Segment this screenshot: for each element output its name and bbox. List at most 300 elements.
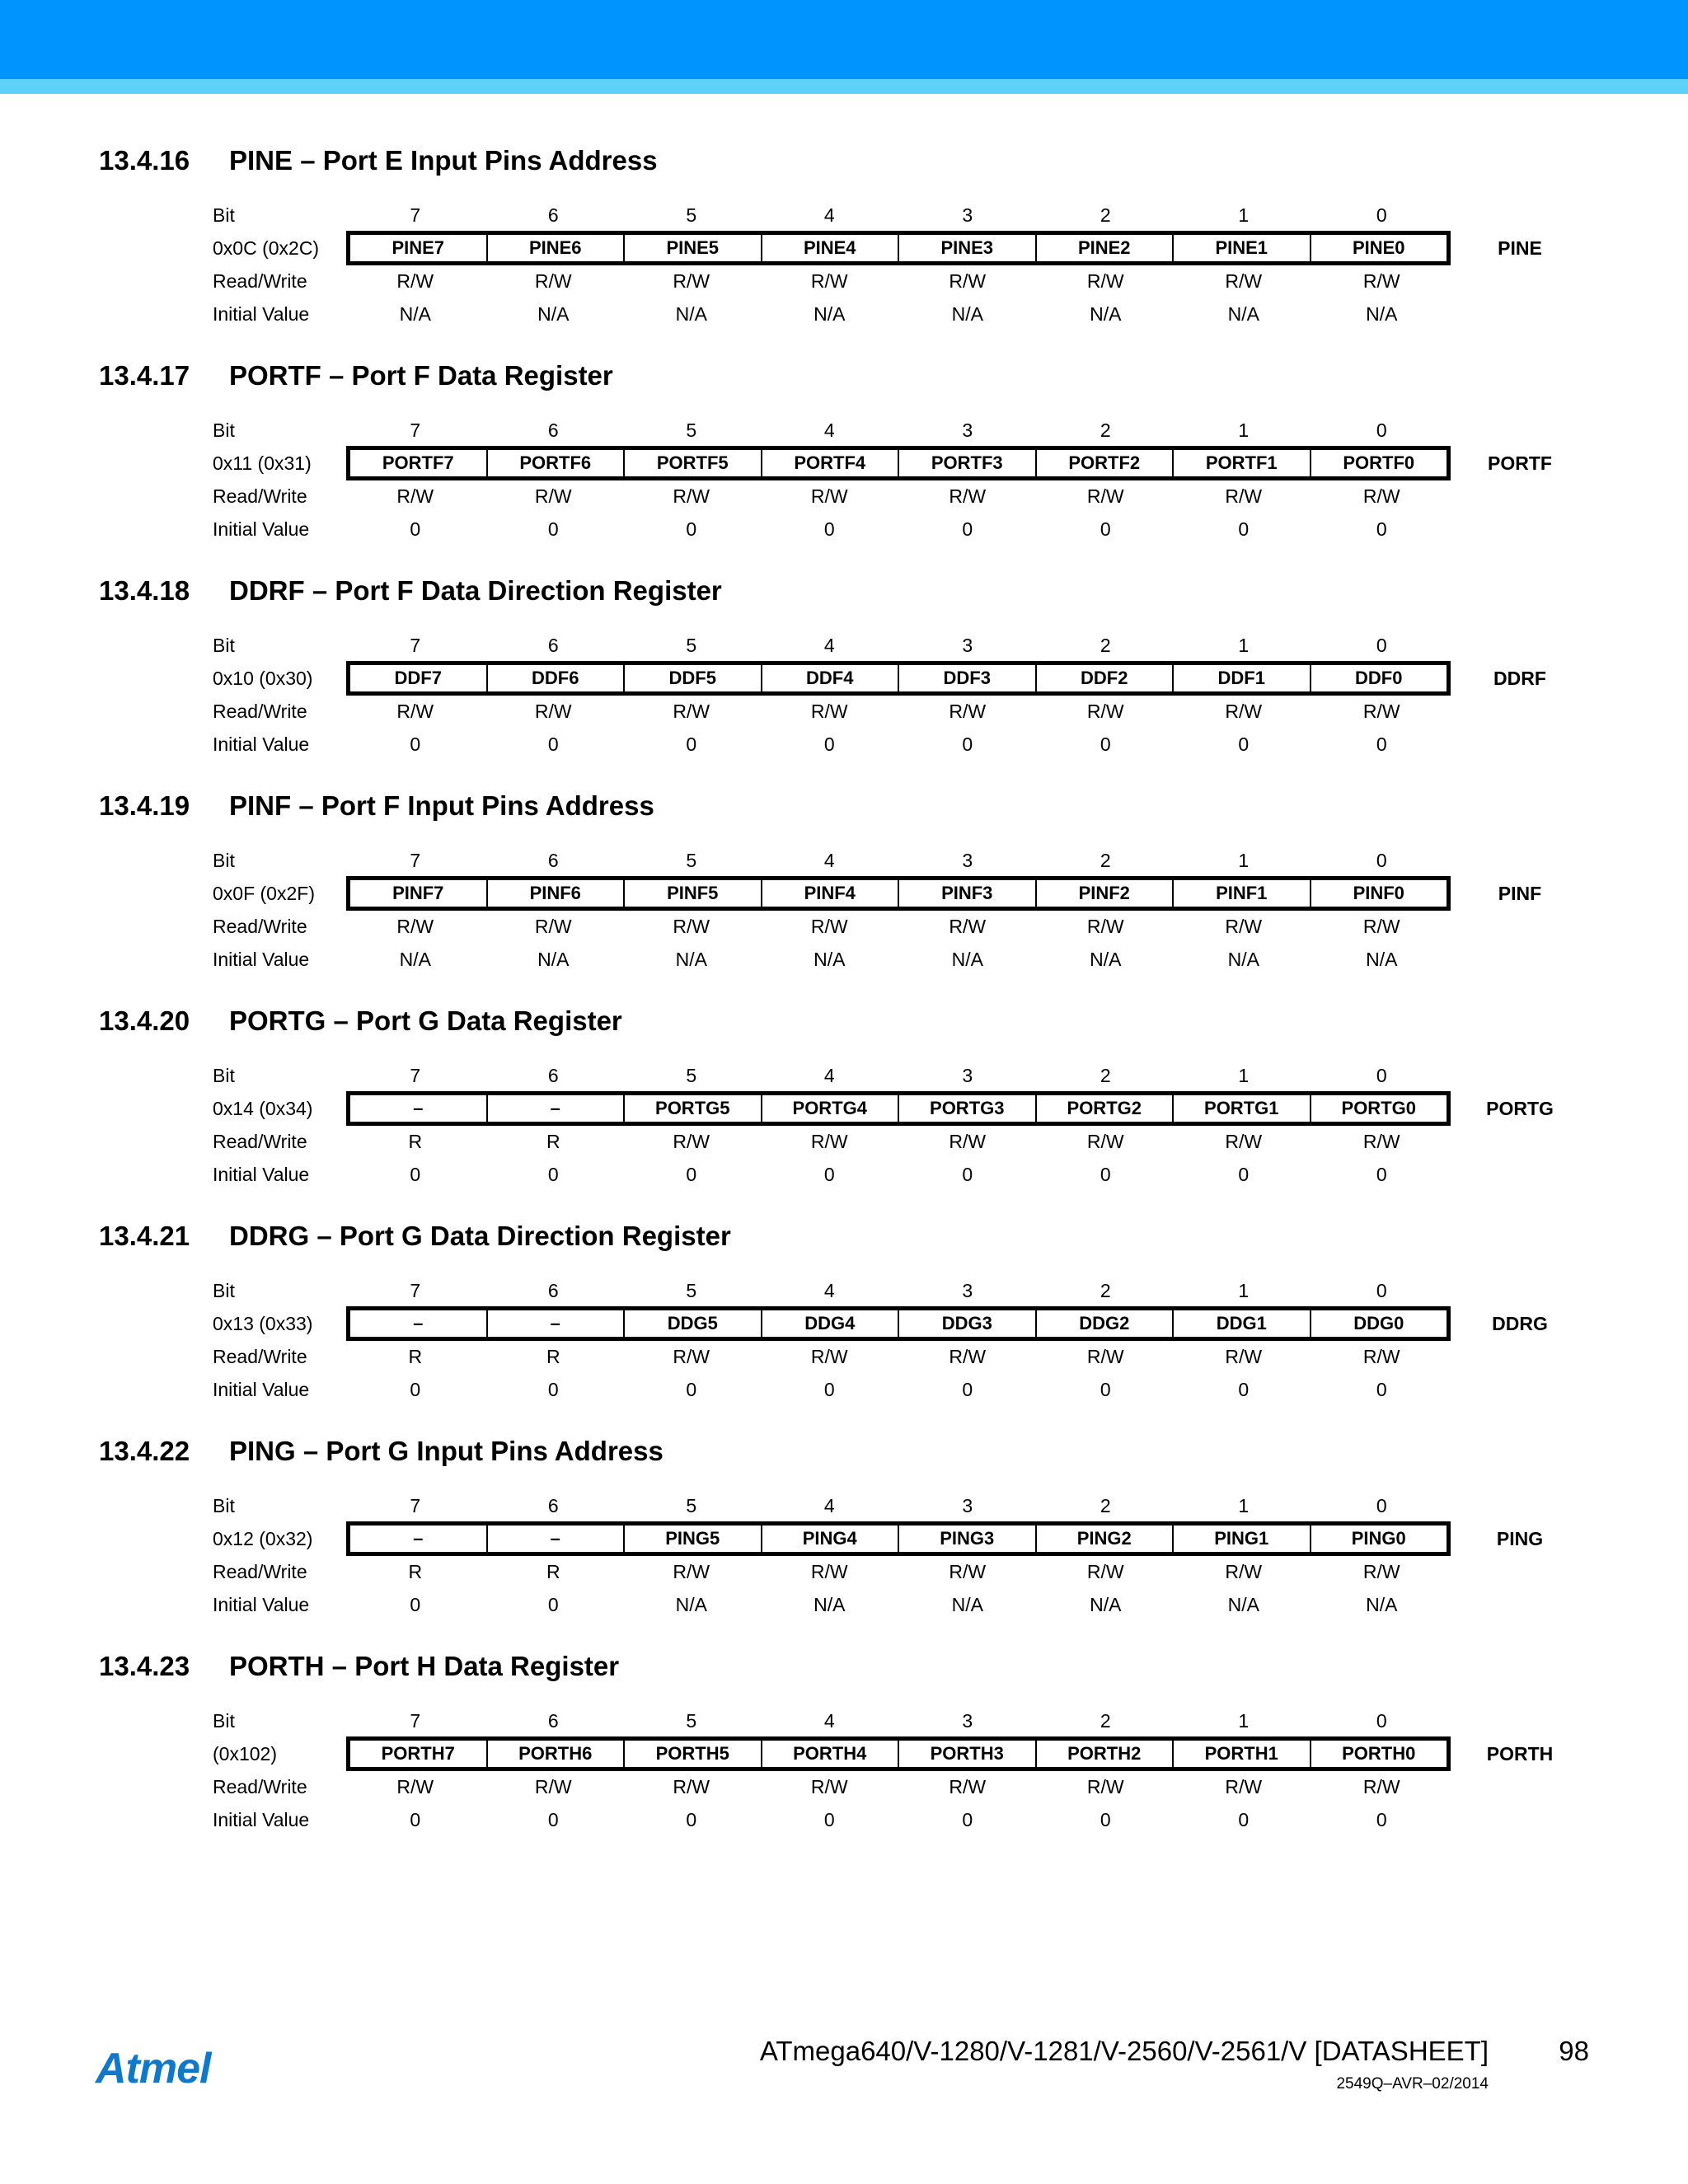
access-value: R/W [1225, 916, 1263, 937]
register-section-portg [0, 1005, 1688, 1220]
read-write-row [346, 1561, 1451, 1583]
register-address: 0x0F (0x2F) [213, 883, 315, 904]
bit-number: 2 [1100, 419, 1111, 441]
initial-value: 0 [962, 1379, 973, 1400]
section-heading [99, 1221, 731, 1252]
bit-field: PINF3 [898, 880, 1035, 907]
access-value: R/W [810, 485, 848, 507]
initial-value: 0 [547, 1164, 559, 1185]
access-value: R/W [534, 485, 572, 507]
bit-field: DDF7 [394, 668, 442, 688]
bit-number: 0 [1376, 850, 1387, 871]
access-value: R/W [396, 270, 434, 292]
section-title: PORTH – Port H Data Register [229, 1651, 620, 1681]
bit-field: PORTH1 [1172, 1741, 1310, 1767]
initial-value-row [346, 1379, 1451, 1401]
access-value: R/W [1086, 1776, 1124, 1797]
register-name: DDRG [1492, 1313, 1548, 1334]
bit-number: 4 [823, 635, 835, 656]
initial-value: N/A [537, 949, 570, 970]
access-value: R/W [810, 916, 848, 937]
initial-value: 0 [1238, 1379, 1250, 1400]
access-value: R/W [673, 1561, 710, 1582]
read-write-label: Read/Write [213, 1776, 307, 1797]
bit-number: 7 [410, 204, 421, 226]
read-write-label: Read/Write [213, 1346, 307, 1367]
bit-number: 1 [1238, 1280, 1250, 1301]
access-value: R/W [949, 916, 987, 937]
initial-value: N/A [399, 303, 431, 325]
initial-value: N/A [399, 949, 431, 970]
bit-field: PINF6 [486, 880, 624, 907]
initial-value: N/A [1090, 1594, 1122, 1615]
initial-value: N/A [1366, 303, 1398, 325]
section-title: DDRG – Port G Data Direction Register [229, 1221, 731, 1251]
read-write-label: Read/Write [213, 485, 307, 507]
access-value: R [546, 1561, 560, 1582]
bit-field: DDF3 [898, 665, 1035, 691]
read-write-row [346, 1776, 1451, 1798]
section-title: PINE – Port E Input Pins Address [229, 145, 658, 176]
register-fields [346, 661, 1451, 696]
access-value: R/W [949, 701, 987, 722]
bit-numbers [346, 1710, 1451, 1732]
bit-field: DDF6 [486, 665, 624, 691]
register-name: PORTG [1486, 1098, 1554, 1119]
bit-field: PING5 [623, 1526, 761, 1552]
bit-field: PORTF7 [382, 452, 454, 473]
initial-value: 0 [962, 1809, 973, 1830]
initial-value-label: Initial Value [213, 733, 310, 755]
bit-number: 7 [410, 850, 421, 871]
bit-number: 3 [962, 850, 973, 871]
bit-field: PORTF6 [486, 450, 624, 476]
bit-field: PORTG5 [623, 1095, 761, 1122]
initial-value: 0 [823, 733, 835, 755]
access-value: R/W [1362, 1346, 1400, 1367]
access-value: R/W [810, 270, 848, 292]
bit-numbers [346, 635, 1451, 657]
initial-value: 0 [547, 1809, 559, 1830]
bit-field: PING4 [761, 1526, 898, 1552]
bit-field: – [413, 1528, 424, 1549]
access-value: R/W [396, 1776, 434, 1797]
initial-value: 0 [1376, 1379, 1387, 1400]
initial-value: 0 [410, 1594, 421, 1615]
initial-value: 0 [410, 1164, 421, 1185]
bit-field: PING0 [1310, 1526, 1447, 1552]
section-title: DDRF – Port F Data Direction Register [229, 575, 722, 606]
header-stripe [0, 79, 1688, 94]
section-title: PING – Port G Input Pins Address [229, 1436, 663, 1466]
section-heading [99, 145, 658, 176]
access-value: R/W [810, 1776, 848, 1797]
bit-number: 4 [823, 1495, 835, 1516]
initial-value: 0 [686, 1379, 697, 1400]
bit-field: PINF1 [1172, 880, 1310, 907]
bit-number: 6 [547, 204, 559, 226]
register-fields [346, 231, 1451, 265]
initial-value: 0 [1238, 1164, 1250, 1185]
section-title: PORTF – Port F Data Register [229, 360, 613, 391]
bit-field: PINE3 [898, 235, 1035, 261]
access-value: R/W [673, 916, 710, 937]
access-value: R/W [949, 1776, 987, 1797]
bit-number: 6 [547, 1710, 559, 1732]
access-value: R/W [1225, 270, 1263, 292]
bit-number: 5 [686, 1710, 697, 1732]
access-value: R/W [810, 1131, 848, 1152]
initial-value: 0 [686, 1809, 697, 1830]
bit-field: PINF7 [392, 883, 444, 903]
initial-value: N/A [537, 303, 570, 325]
initial-value: N/A [1227, 949, 1259, 970]
read-write-row [346, 1346, 1451, 1368]
bit-field: – [486, 1310, 624, 1337]
initial-value-row [346, 518, 1451, 541]
bit-field: PORTF4 [761, 450, 898, 476]
bit-numbers [346, 1495, 1451, 1517]
initial-value-label: Initial Value [213, 1164, 310, 1185]
initial-value-row [346, 733, 1451, 756]
initial-value: 0 [1376, 1164, 1387, 1185]
initial-value: N/A [951, 303, 983, 325]
initial-value: N/A [675, 1594, 707, 1615]
bit-number: 7 [410, 1280, 421, 1301]
bit-field: DDG4 [761, 1310, 898, 1337]
register-section-pinf [0, 790, 1688, 1005]
access-value: R/W [673, 270, 710, 292]
access-value: R/W [534, 1776, 572, 1797]
initial-value: 0 [410, 1379, 421, 1400]
bit-field: PINF5 [623, 880, 761, 907]
initial-value: N/A [1090, 949, 1122, 970]
access-value: R [408, 1346, 423, 1367]
bit-number: 3 [962, 419, 973, 441]
initial-value: 0 [1376, 733, 1387, 755]
access-value: R/W [1362, 270, 1400, 292]
register-section-ping [0, 1436, 1688, 1650]
bit-number: 5 [686, 1065, 697, 1086]
bit-label: Bit [213, 204, 235, 226]
bit-number: 5 [686, 1280, 697, 1301]
initial-value: 0 [547, 1594, 559, 1615]
bit-field: PORTG4 [761, 1095, 898, 1122]
initial-value-label: Initial Value [213, 1594, 310, 1615]
section-heading [99, 1436, 663, 1467]
section-number: 13.4.19 [99, 790, 190, 821]
bit-field: PINE5 [623, 235, 761, 261]
read-write-row [346, 485, 1451, 508]
access-value: R/W [1225, 1776, 1263, 1797]
access-value: R [408, 1561, 423, 1582]
section-number: 13.4.21 [99, 1221, 190, 1251]
initial-value: 0 [547, 518, 559, 540]
bit-number: 3 [962, 1710, 973, 1732]
access-value: R [408, 1131, 423, 1152]
register-fields [346, 1521, 1451, 1556]
access-value: R/W [810, 1561, 848, 1582]
bit-number: 6 [547, 1495, 559, 1516]
access-value: R/W [673, 485, 710, 507]
register-name: PINE [1498, 237, 1542, 259]
section-heading [99, 360, 613, 391]
access-value: R/W [949, 1561, 987, 1582]
initial-value-label: Initial Value [213, 1379, 310, 1400]
initial-value: N/A [814, 303, 846, 325]
register-fields [346, 446, 1451, 480]
bit-number: 6 [547, 419, 559, 441]
initial-value-row [346, 949, 1451, 971]
initial-value: 0 [547, 733, 559, 755]
access-value: R/W [949, 485, 987, 507]
bit-field: PORTF1 [1172, 450, 1310, 476]
initial-value-label: Initial Value [213, 1809, 310, 1830]
section-number: 13.4.18 [99, 575, 190, 606]
header-bar [0, 0, 1688, 79]
bit-number: 1 [1238, 635, 1250, 656]
access-value: R/W [1086, 701, 1124, 722]
initial-value-label: Initial Value [213, 518, 310, 540]
initial-value: N/A [1090, 303, 1122, 325]
access-value: R [546, 1346, 560, 1367]
initial-value: N/A [1227, 303, 1259, 325]
bit-field: PINE1 [1172, 235, 1310, 261]
access-value: R/W [1362, 485, 1400, 507]
bit-label: Bit [213, 850, 235, 871]
bit-number: 4 [823, 419, 835, 441]
initial-value: N/A [1366, 949, 1398, 970]
register-section-porth [0, 1651, 1688, 1865]
read-write-row [346, 916, 1451, 938]
bit-number: 2 [1100, 1280, 1111, 1301]
initial-value: N/A [1366, 1594, 1398, 1615]
initial-value: 0 [1100, 1809, 1111, 1830]
initial-value: 0 [962, 518, 973, 540]
section-number: 13.4.22 [99, 1436, 190, 1466]
section-title: PORTG – Port G Data Register [229, 1005, 622, 1036]
section-heading [99, 1651, 619, 1682]
access-value: R/W [534, 701, 572, 722]
bit-number: 5 [686, 204, 697, 226]
bit-field: PORTG3 [898, 1095, 1035, 1122]
register-fields [346, 1306, 1451, 1341]
bit-number: 0 [1376, 1065, 1387, 1086]
bit-number: 1 [1238, 1495, 1250, 1516]
access-value: R/W [1362, 1776, 1400, 1797]
bit-field: – [413, 1098, 424, 1118]
bit-number: 1 [1238, 204, 1250, 226]
bit-number: 1 [1238, 419, 1250, 441]
initial-value: 0 [823, 1164, 835, 1185]
access-value: R/W [534, 916, 572, 937]
initial-value: N/A [814, 1594, 846, 1615]
initial-value: 0 [1100, 1379, 1111, 1400]
bit-number: 4 [823, 1065, 835, 1086]
access-value: R/W [1362, 1561, 1400, 1582]
bit-number: 7 [410, 635, 421, 656]
access-value: R/W [673, 701, 710, 722]
bit-number: 7 [410, 419, 421, 441]
read-write-label: Read/Write [213, 1131, 307, 1152]
register-address: 0x13 (0x33) [213, 1313, 313, 1334]
access-value: R/W [673, 1776, 710, 1797]
bit-field: PINF0 [1310, 880, 1447, 907]
section-heading [99, 1005, 622, 1037]
register-name: PORTH [1486, 1743, 1554, 1765]
read-write-row [346, 1131, 1451, 1153]
initial-value: N/A [675, 949, 707, 970]
register-address: 0x14 (0x34) [213, 1098, 313, 1119]
bit-number: 2 [1100, 1495, 1111, 1516]
initial-value: 0 [1100, 1164, 1111, 1185]
access-value: R/W [1086, 1346, 1124, 1367]
bit-field: PINE6 [486, 235, 624, 261]
bit-field: PINE7 [392, 237, 445, 258]
bit-label: Bit [213, 1280, 235, 1301]
bit-number: 4 [823, 204, 835, 226]
bit-field: PING3 [898, 1526, 1035, 1552]
bit-number: 0 [1376, 1280, 1387, 1301]
bit-numbers [346, 1065, 1451, 1087]
bit-number: 6 [547, 1280, 559, 1301]
bit-number: 3 [962, 1495, 973, 1516]
register-name: PORTF [1488, 452, 1552, 474]
bit-field: PINE4 [761, 235, 898, 261]
initial-value: 0 [1376, 518, 1387, 540]
initial-value: 0 [962, 733, 973, 755]
bit-field: PINF4 [761, 880, 898, 907]
section-number: 13.4.23 [99, 1651, 190, 1681]
initial-value: 0 [1238, 518, 1250, 540]
bit-field: DDF0 [1310, 665, 1447, 691]
bit-number: 4 [823, 850, 835, 871]
bit-field: – [486, 1095, 624, 1122]
initial-value: 0 [962, 1164, 973, 1185]
access-value: R/W [396, 485, 434, 507]
initial-value-label: Initial Value [213, 303, 310, 325]
bit-number: 3 [962, 204, 973, 226]
bit-number: 0 [1376, 419, 1387, 441]
bit-field: PORTH5 [623, 1741, 761, 1767]
register-name: PINF [1498, 883, 1542, 904]
page-number: 98 [1559, 2036, 1589, 2066]
register-fields [346, 876, 1451, 911]
register-address: 0x10 (0x30) [213, 668, 313, 689]
bit-label: Bit [213, 635, 235, 656]
register-section-ddrg [0, 1221, 1688, 1435]
initial-value: 0 [1100, 518, 1111, 540]
access-value: R/W [810, 701, 848, 722]
initial-value-row [346, 303, 1451, 326]
bit-field: PORTG1 [1172, 1095, 1310, 1122]
bit-field: DDG3 [898, 1310, 1035, 1337]
bit-field: PORTF5 [623, 450, 761, 476]
bit-number: 3 [962, 635, 973, 656]
bit-field: PORTH2 [1035, 1741, 1173, 1767]
initial-value-row [346, 1164, 1451, 1186]
initial-value: N/A [814, 949, 846, 970]
register-section-ddrf [0, 575, 1688, 790]
initial-value-label: Initial Value [213, 949, 310, 970]
bit-field: DDF4 [761, 665, 898, 691]
bit-number: 2 [1100, 1065, 1111, 1086]
bit-number: 4 [823, 1710, 835, 1732]
bit-field: PINE0 [1310, 235, 1447, 261]
bit-field: PORTF2 [1035, 450, 1173, 476]
access-value: R/W [1086, 485, 1124, 507]
bit-field: DDF5 [623, 665, 761, 691]
bit-label: Bit [213, 419, 235, 441]
bit-field: PORTH7 [381, 1743, 455, 1764]
bit-number: 2 [1100, 204, 1111, 226]
bit-number: 2 [1100, 850, 1111, 871]
initial-value: N/A [1227, 1594, 1259, 1615]
initial-value: N/A [951, 1594, 983, 1615]
bit-number: 2 [1100, 635, 1111, 656]
access-value: R/W [673, 1131, 710, 1152]
initial-value: 0 [1100, 733, 1111, 755]
access-value: R [546, 1131, 560, 1152]
bit-field: PORTG2 [1035, 1095, 1173, 1122]
initial-value: 0 [1238, 733, 1250, 755]
read-write-label: Read/Write [213, 701, 307, 722]
register-address: 0x12 (0x32) [213, 1528, 313, 1549]
initial-value-row [346, 1594, 1451, 1616]
bit-number: 2 [1100, 1710, 1111, 1732]
bit-number: 6 [547, 1065, 559, 1086]
bit-number: 1 [1238, 1065, 1250, 1086]
initial-value: 0 [686, 518, 697, 540]
register-fields [346, 1091, 1451, 1126]
access-value: R/W [534, 270, 572, 292]
access-value: R/W [1086, 270, 1124, 292]
bit-field: PORTG0 [1310, 1095, 1447, 1122]
bit-field: PORTH4 [761, 1741, 898, 1767]
section-number: 13.4.16 [99, 145, 190, 176]
initial-value: 0 [547, 1379, 559, 1400]
bit-numbers [346, 204, 1451, 227]
bit-numbers [346, 1280, 1451, 1302]
access-value: R/W [1225, 485, 1263, 507]
access-value: R/W [949, 270, 987, 292]
bit-number: 3 [962, 1065, 973, 1086]
initial-value: N/A [951, 949, 983, 970]
access-value: R/W [1225, 701, 1263, 722]
document-code: 2549Q–AVR–02/2014 [1336, 2075, 1489, 2093]
bit-field: PORTH0 [1310, 1741, 1447, 1767]
section-heading [99, 575, 722, 607]
initial-value: 0 [1238, 1809, 1250, 1830]
section-number: 13.4.17 [99, 360, 190, 391]
register-section-pine [0, 145, 1688, 359]
access-value: R/W [1086, 1131, 1124, 1152]
access-value: R/W [396, 916, 434, 937]
bit-number: 6 [547, 635, 559, 656]
initial-value: 0 [823, 1809, 835, 1830]
bit-field: PORTF0 [1310, 450, 1447, 476]
initial-value: 0 [1376, 1809, 1387, 1830]
access-value: R/W [1225, 1346, 1263, 1367]
bit-numbers [346, 419, 1451, 442]
bit-label: Bit [213, 1495, 235, 1516]
read-write-row [346, 270, 1451, 293]
initial-value: 0 [686, 1164, 697, 1185]
register-address: 0x11 (0x31) [213, 452, 312, 474]
bit-field: PINF2 [1035, 880, 1173, 907]
access-value: R/W [949, 1346, 987, 1367]
bit-number: 5 [686, 1495, 697, 1516]
